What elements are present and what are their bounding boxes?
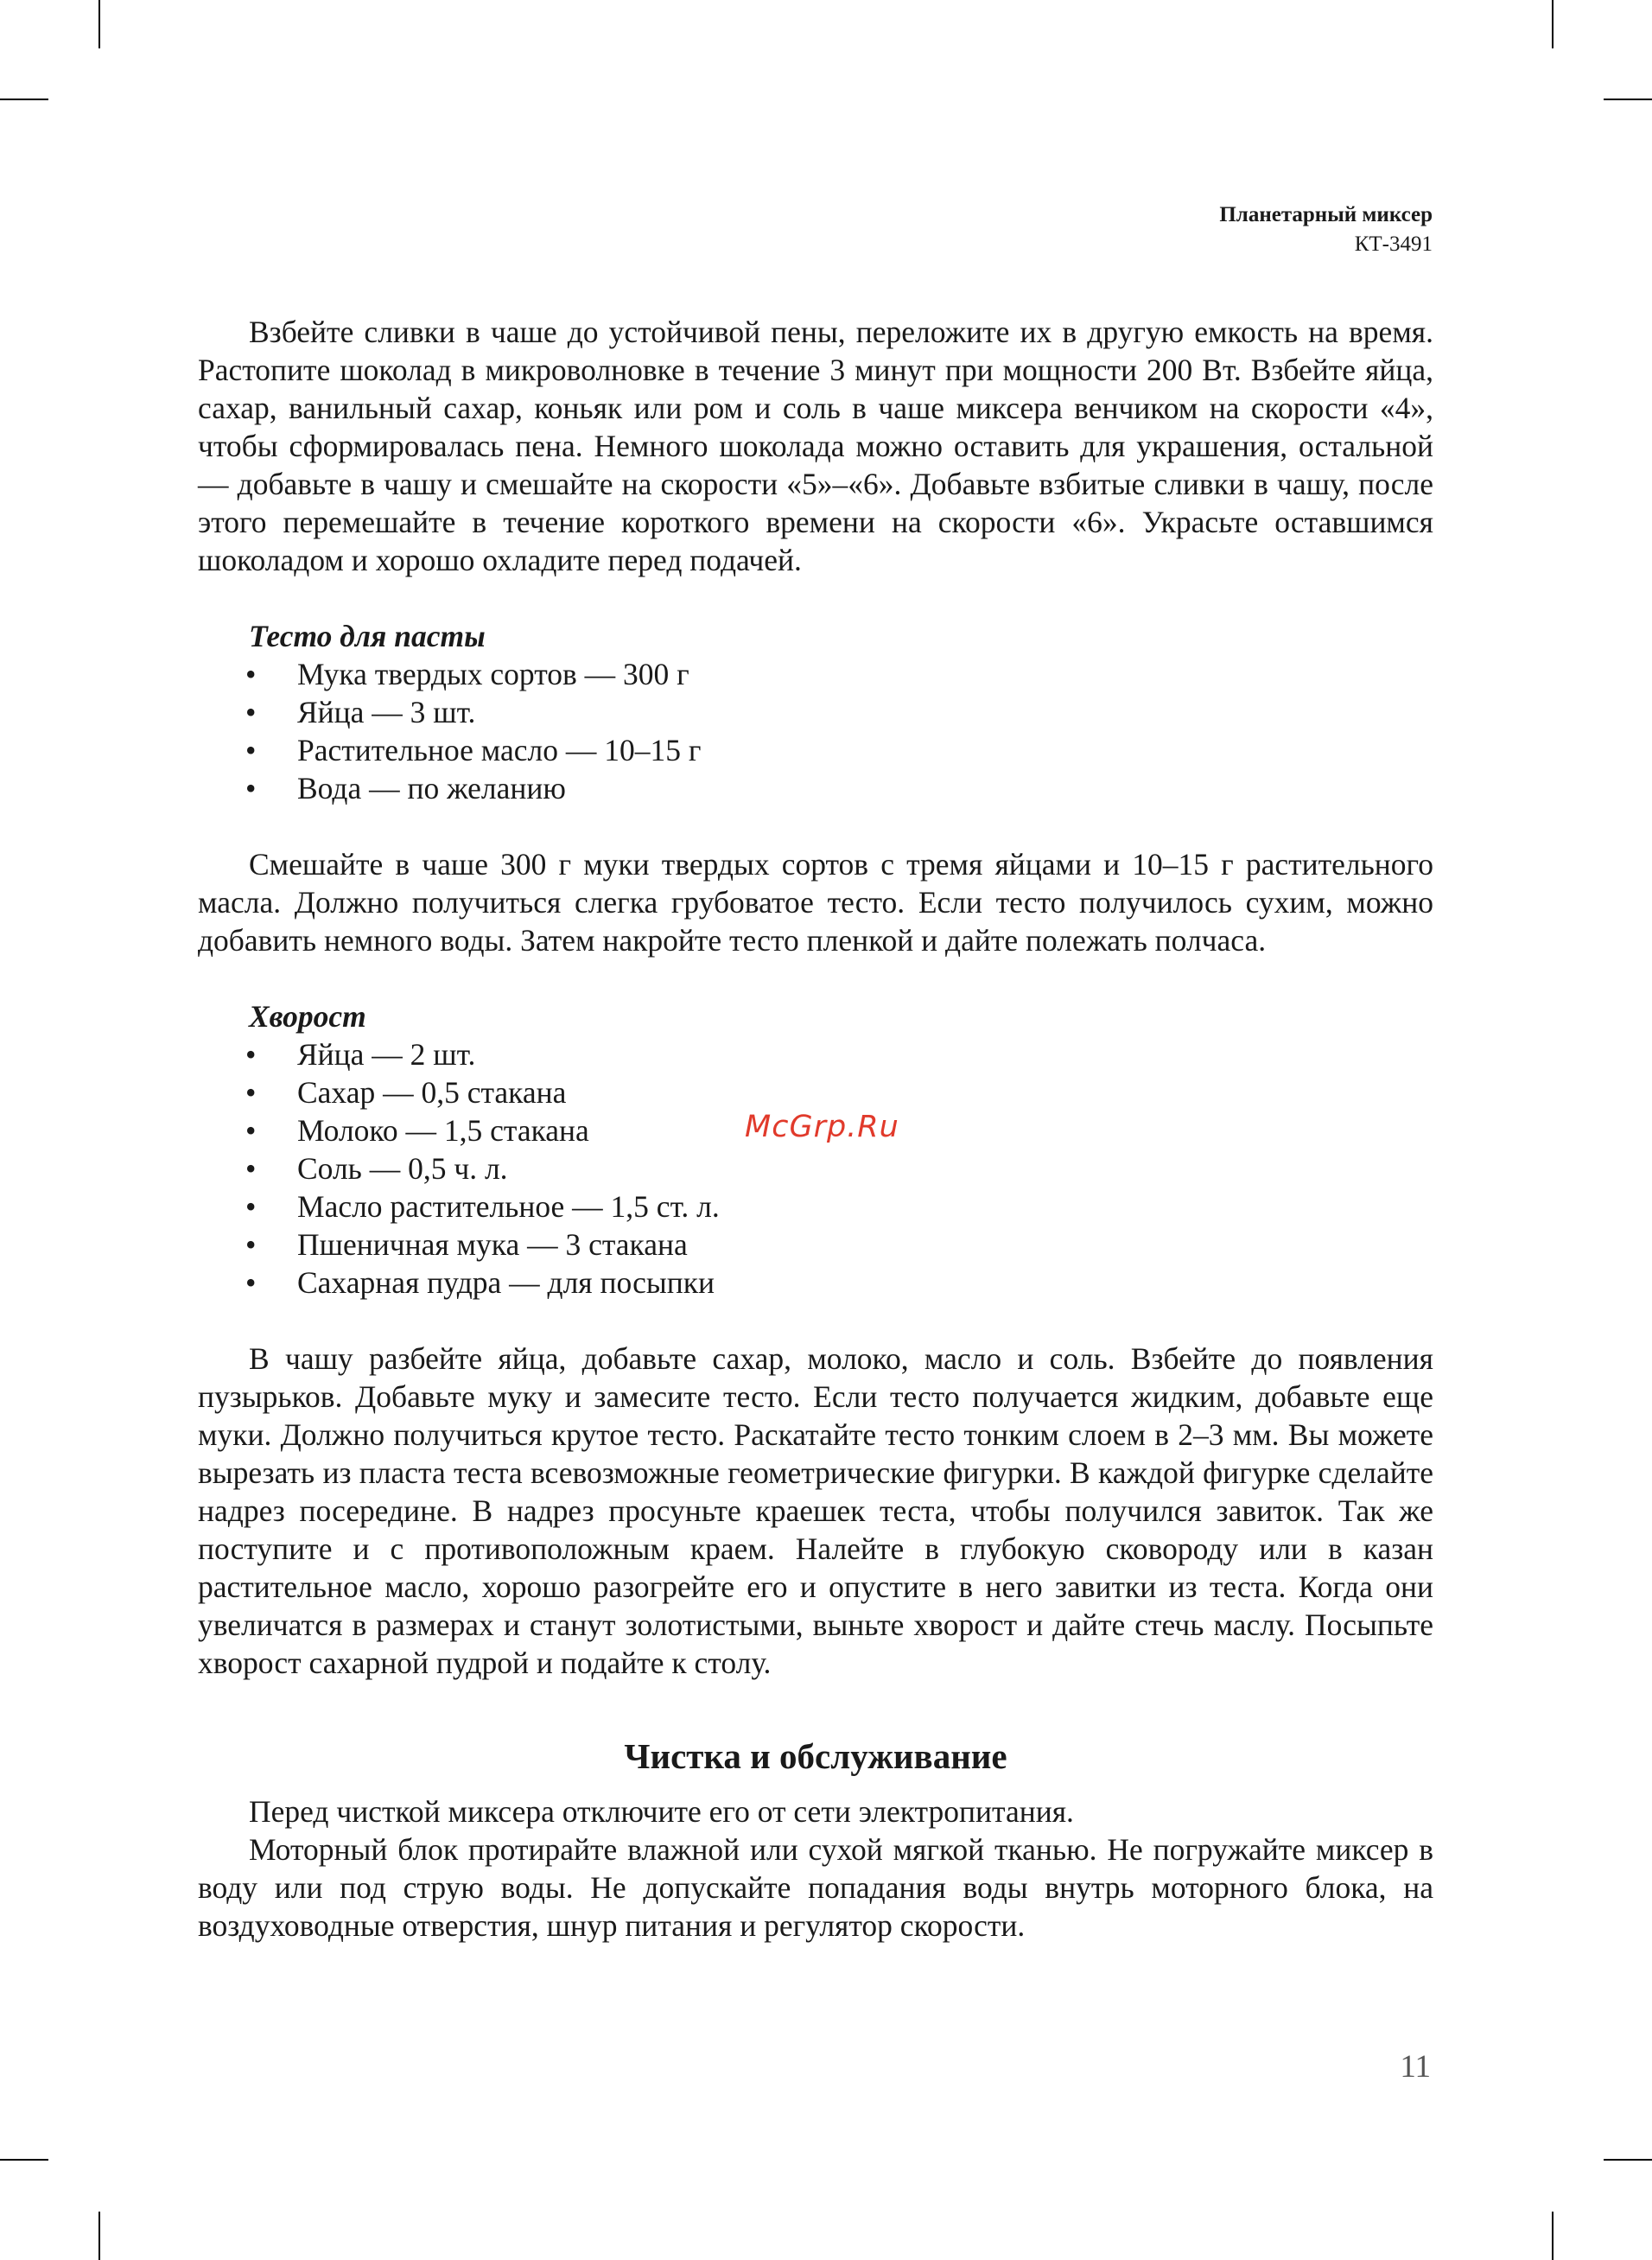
running-header [1219, 201, 1433, 259]
list-item [198, 693, 1433, 731]
crop-mark [1552, 2212, 1554, 2260]
page-number: 11 [1400, 2049, 1431, 2085]
intro-paragraph: Взбейте сливки в чаше до устойчивой пены, переложите их в другую емкость на время. Растопите шоколад в микроволновке в течение 3 минут при мощности 200 Вт. Взбейте яйца, сахар, ванильный сахар, коньяк или ром и соль в чаше миксера венчиком на скорости «4», чтобы сформировалась пена. Немного шоколада можно оставить для украшения, остальной — добавьте в чашу и смешайте на скорости «5»–«6». Добавьте взбитые сливки в чашу, после этого перемешайте в течение короткого времени на скорости «6». Украсьте оставшимся шоколадом и хорошо охладите перед подачей. [198, 315, 1433, 577]
list-item [198, 1225, 1433, 1264]
cleaning-paragraph-2: Моторный блок протирайте влажной или сухой мягкой тканью. Не погружайте миксер в воду или под струю воды. Не допускайте попадания воды внутрь моторного блока, на воздуховодные отверстия, шнур питания и регулятор скорости. [198, 1832, 1433, 1943]
watermark: McGrp.Ru [745, 1110, 899, 1144]
bullet-icon: • [245, 1151, 257, 1186]
list-item [198, 1073, 1433, 1111]
bullet-icon: • [245, 771, 257, 805]
bullet-icon: • [245, 1189, 257, 1224]
ingredient: Сахар — 0,5 стакана [297, 1075, 567, 1110]
ingredient: Молоко — 1,5 стакана [297, 1113, 589, 1148]
pasta-heading: Тесто для пасты [249, 619, 486, 653]
crop-mark [98, 2212, 100, 2260]
crop-mark [1604, 99, 1652, 100]
bullet-icon: • [245, 1265, 257, 1300]
ingredient: Масло растительное — 1,5 ст. л. [297, 1189, 720, 1224]
list-item [198, 1187, 1433, 1225]
section-title: Чистка и обслуживание [624, 1736, 1007, 1776]
ingredient: Сахарная пудра — для посыпки [297, 1265, 715, 1300]
crop-mark [98, 0, 100, 48]
list-item [198, 1035, 1433, 1073]
list-item [198, 731, 1433, 769]
cleaning-paragraph-1: Перед чисткой миксера отключите его от сети электропитания. [249, 1794, 1074, 1829]
list-item [198, 1149, 1433, 1187]
crop-mark [0, 99, 48, 100]
header-title: Планетарный миксер [1219, 203, 1433, 226]
bullet-icon: • [245, 733, 257, 767]
khvorost-ingredients [198, 1035, 1433, 1302]
crop-mark [1552, 0, 1554, 48]
list-item [198, 1264, 1433, 1302]
ingredient: Яйца — 2 шт. [297, 1037, 476, 1072]
bullet-icon: • [245, 1075, 257, 1110]
ingredient: Соль — 0,5 ч. л. [297, 1151, 508, 1186]
ingredient: Яйца — 3 шт. [297, 695, 476, 729]
crop-mark [0, 2159, 48, 2161]
bullet-icon: • [245, 695, 257, 729]
ingredient: Мука твердых сортов — 300 г [297, 657, 689, 691]
pasta-ingredients [198, 655, 1433, 807]
ingredient: Пшеничная мука — 3 стакана [297, 1227, 688, 1262]
list-item [198, 655, 1433, 693]
bullet-icon: • [245, 1037, 257, 1072]
ingredient: Растительное масло — 10–15 г [297, 733, 702, 767]
header-model: КТ-3491 [1354, 232, 1433, 256]
bullet-icon: • [245, 1227, 257, 1262]
bullet-icon: • [245, 1113, 257, 1148]
khvorost-heading: Хворост [249, 999, 366, 1034]
ingredient: Вода — по желанию [297, 771, 566, 805]
khvorost-paragraph: В чашу разбейте яйца, добавьте сахар, молоко, масло и соль. Взбейте до появления пузырьков. Добавьте муку и замесите тесто. Если тесто получается жидким, добавьте еще муки. Должно получиться крутое тесто. Раскатайте тесто тонким слоем в 2–3 мм. Вы можете вырезать из пласта теста всевозможные геометрические фигурки. В каждой фигурке сделайте надрез посередине. В надрез просуньте краешек теста, чтобы получился завиток. Так же поступите и с противоположным краем. Налейте в глубокую сковороду или в казан растительное масло, хорошо разогрейте его и опустите в него завитки из теста. Когда они увеличатся в размерах и станут золотистыми, выньте хворост и дайте стечь маслу. Посыпьте хворост сахарной пудрой и подайте к столу. [198, 1341, 1433, 1680]
list-item [198, 769, 1433, 807]
crop-mark [1604, 2159, 1652, 2161]
bullet-icon: • [245, 657, 257, 691]
pasta-paragraph: Смешайте в чаше 300 г муки твердых сортов с тремя яйцами и 10–15 г растительного масла. Должно получиться слегка грубоватое тесто. Если тесто получилось сухим, можно добавить немного воды. Затем накройте тесто пленкой и дайте полежать полчаса. [198, 847, 1433, 958]
